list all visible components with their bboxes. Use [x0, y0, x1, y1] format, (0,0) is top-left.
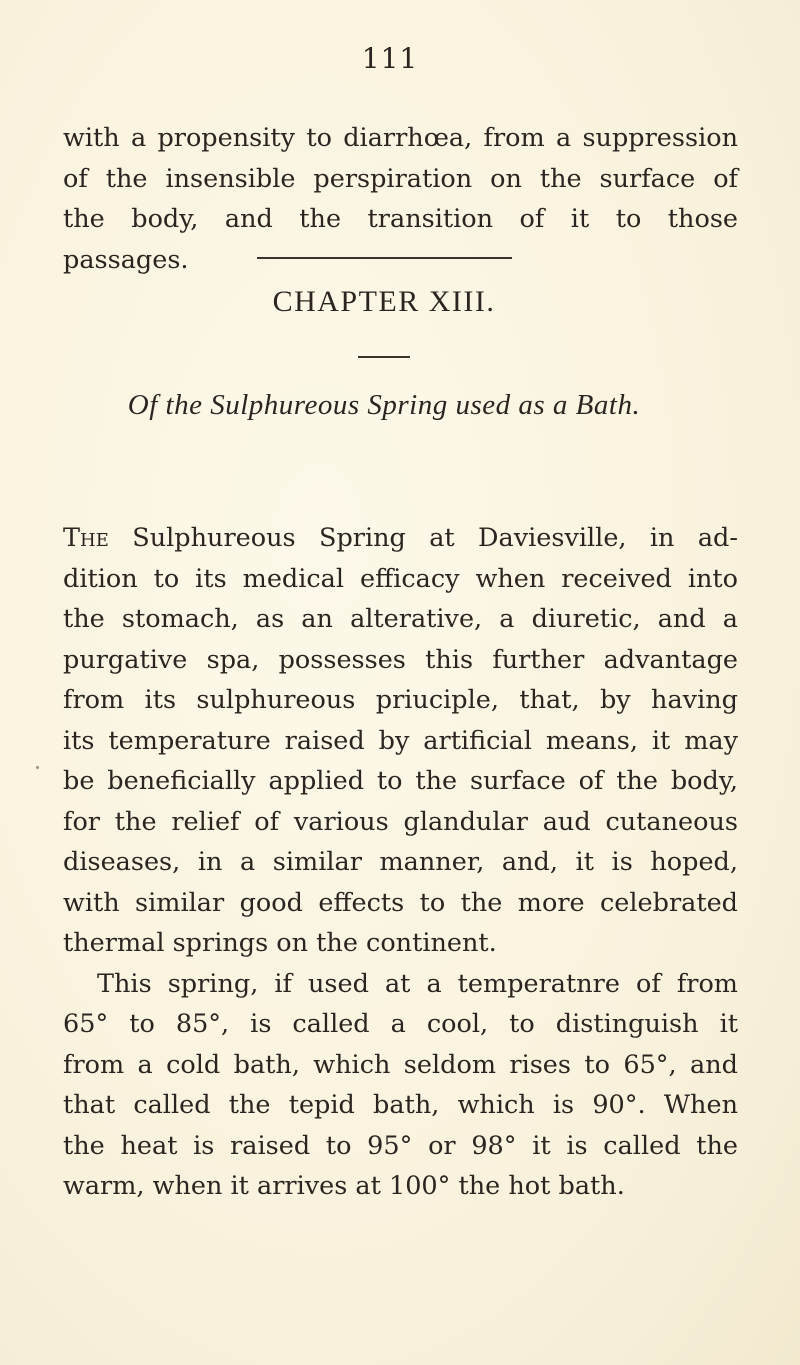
first-word: The	[63, 523, 109, 553]
text-line: for the relief of various glandular aud cutaneous	[63, 806, 738, 837]
text-line: 65° to 85°, is called a cool, to distinguish it	[63, 1009, 738, 1039]
text-line	[63, 518, 738, 559]
text-line: dition to its medical efficacy when received into	[63, 563, 738, 594]
chapter-title: CHAPTER XIII.	[272, 285, 496, 318]
page-number: 111	[361, 42, 419, 75]
text-line: with similar good effects to the more celebrated	[63, 887, 738, 918]
text-line: diseases, in a similar manner, and, it is hoped,	[63, 847, 738, 877]
chapter-rule-top	[257, 257, 512, 259]
text-line: be beneficially applied to the surface of the body,	[63, 766, 738, 796]
chapter-rule-short	[358, 356, 410, 358]
text-line: of the insensible perspiration on the surface of	[63, 163, 738, 194]
text-line: passages.	[63, 244, 189, 275]
text-line: the heat is raised to 95° or 98° it is called the	[63, 1130, 738, 1161]
text-line: the body, and the transition of it to those	[63, 204, 738, 234]
text-line: from a cold bath, which seldom rises to 65°, and	[63, 1049, 738, 1080]
text-line: its temperature raised by artificial means, it may	[63, 725, 738, 756]
opening-text	[63, 118, 738, 280]
first-line-rest: Sulphureous Spring at Daviesville, in ad-	[108, 523, 738, 553]
margin-mark	[36, 766, 39, 769]
chapter-subtitle: Of the Sulphureous Spring used as a Bath.	[127, 389, 641, 421]
text-line: the stomach, as an alterative, a diuretic, and a	[63, 604, 738, 634]
paragraph-1	[63, 518, 738, 1207]
text-line: thermal springs on the continent.	[63, 928, 497, 958]
text-line: This spring, if used at a temperatnre of from	[97, 968, 738, 999]
text-line: purgative spa, possesses this further advantage	[63, 644, 738, 675]
text-line: with a propensity to diarrhœa, from a suppression	[63, 123, 738, 153]
text-line: that called the tepid bath, which is 90°. When	[63, 1090, 738, 1120]
text-line: from its sulphureous priuciple, that, by having	[63, 685, 738, 715]
text-line: warm, when it arrives at 100° the hot bath.	[63, 1171, 625, 1201]
